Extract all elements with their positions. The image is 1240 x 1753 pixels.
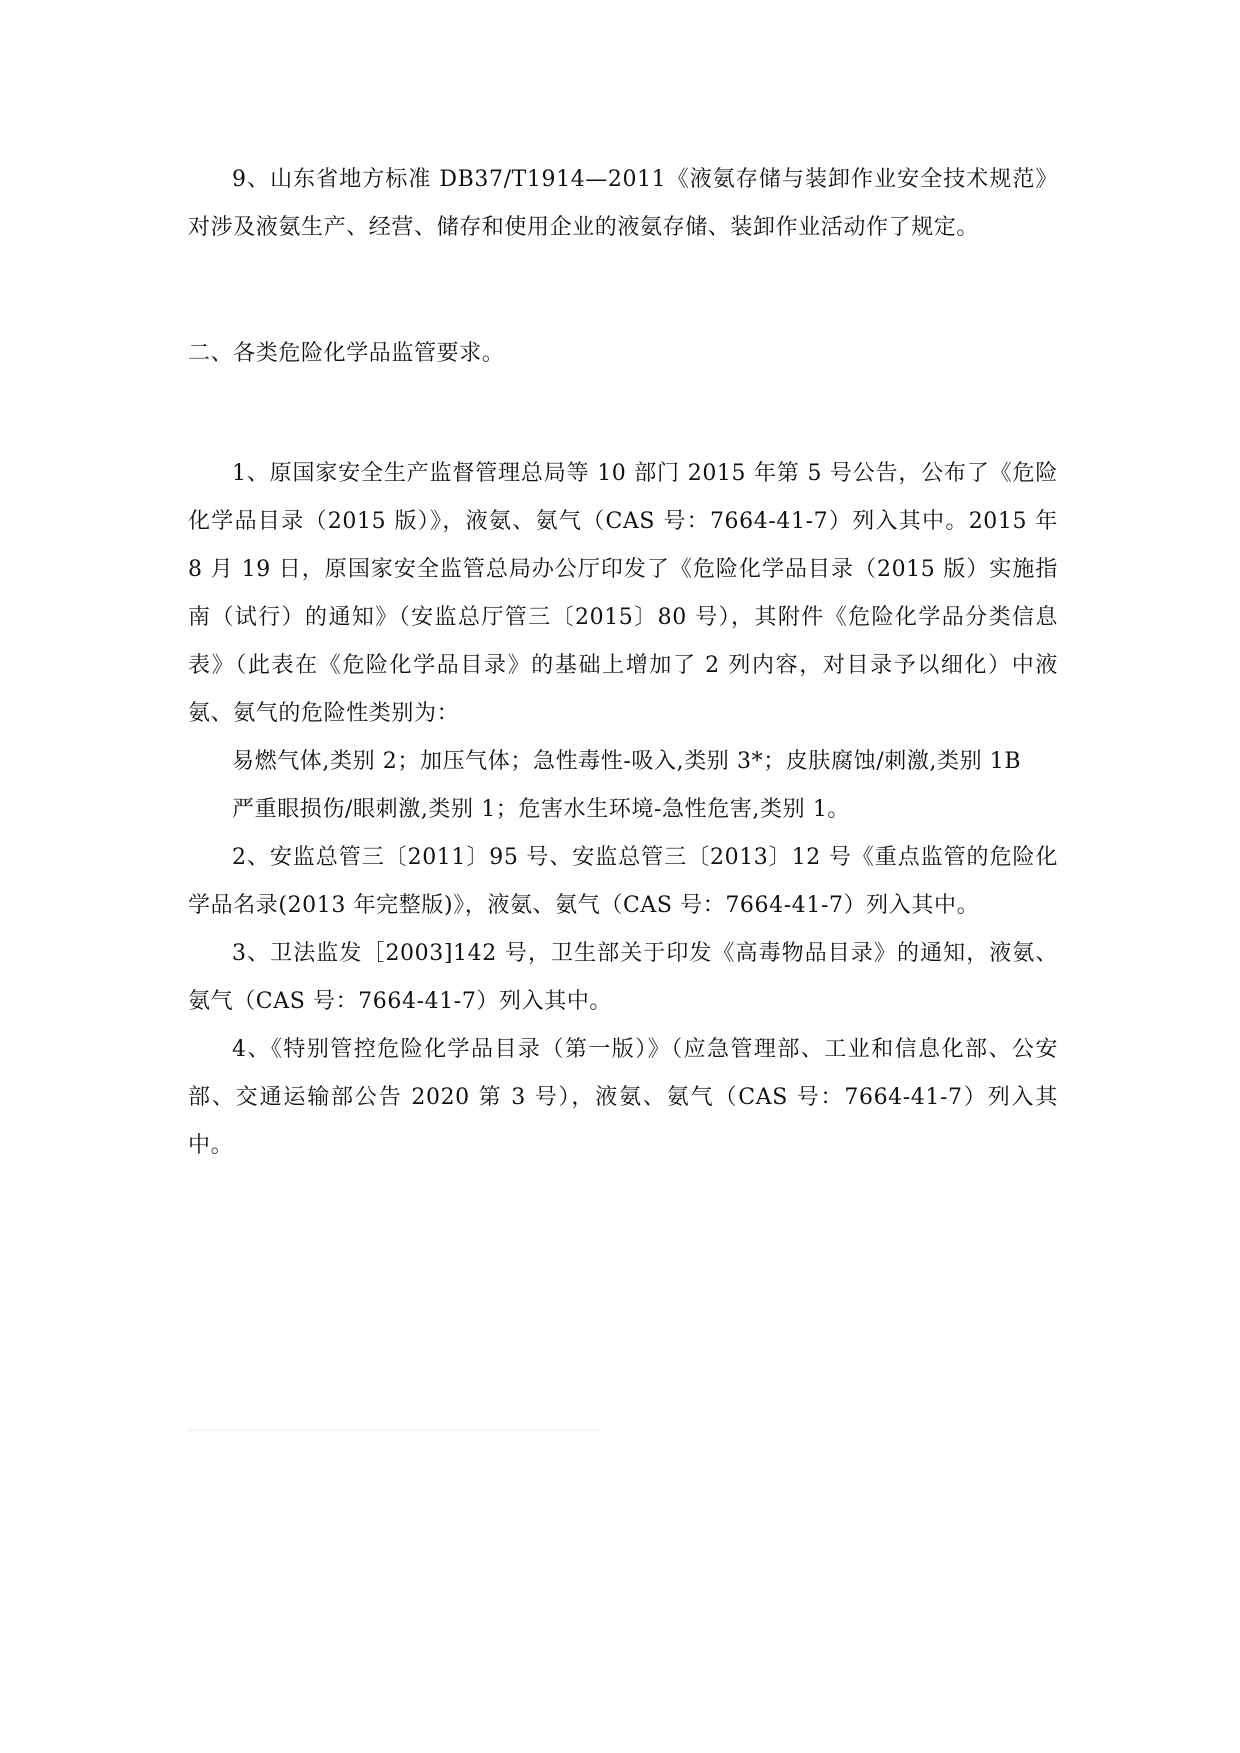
section-two-heading: 二、各类危险化学品监管要求。 <box>188 341 505 366</box>
item-2-paragraph: 2、安监总管三〔2011〕95 号、安监总管三〔2013〕12 号《重点监管的危险化学品名录(2013 年完整版)》，液氨、氨气（CAS 号：7664-41-7）列入其中。 <box>188 845 1058 918</box>
spacer <box>188 252 1058 330</box>
document-body <box>188 156 1058 1170</box>
item-4-paragraph: 4、《特别管控危险化学品目录（第一版）》（应急管理部、工业和信息化部、公安部、交通运输部公告 2020 第 3 号），液氨、氨气（CAS 号：7664-41-7）列入其中。 <box>188 1037 1058 1158</box>
faint-divider <box>188 1429 598 1431</box>
hazard-categories-line-1: 易燃气体,类别 2；加压气体；急性毒性-吸入,类别 3*；皮肤腐蚀/刺激,类别 1B <box>232 749 1022 774</box>
item-3-paragraph: 3、卫法监发［2003]142 号，卫生部关于印发《高毒物品目录》的通知，液氨、氨气（CAS 号：7664-41-7）列入其中。 <box>188 941 1058 1014</box>
spacer <box>188 378 1058 450</box>
item-1-paragraph: 1、原国家安全生产监督管理总局等 10 部门 2015 年第 5 号公告，公布了《危险化学品目录（2015 版）》，液氨、氨气（CAS 号：7664-41-7）列入其中。2015 年 8 月 19 日，原国家安全监管总局办公厅印发了《危险化学品目录（2015 版）实施指南（试行）的通知》（安监总厅管三〔2015〕80 号），其附件《危险化学品分类信息表》（此表在《危险化学品目录》的基础上增加了 2 列内容，对目录予以细化）中液氨、氨气的危险性类别为： <box>188 461 1058 726</box>
hazard-categories-line-2: 严重眼损伤/眼刺激,类别 1；危害水生环境-急性危害,类别 1。 <box>232 797 851 822</box>
paragraph-9: 9、山东省地方标准 DB37/T1914—2011《液氨存储与装卸作业安全技术规范》对涉及液氨生产、经营、储存和使用企业的液氨存储、装卸作业活动作了规定。 <box>188 167 1058 240</box>
